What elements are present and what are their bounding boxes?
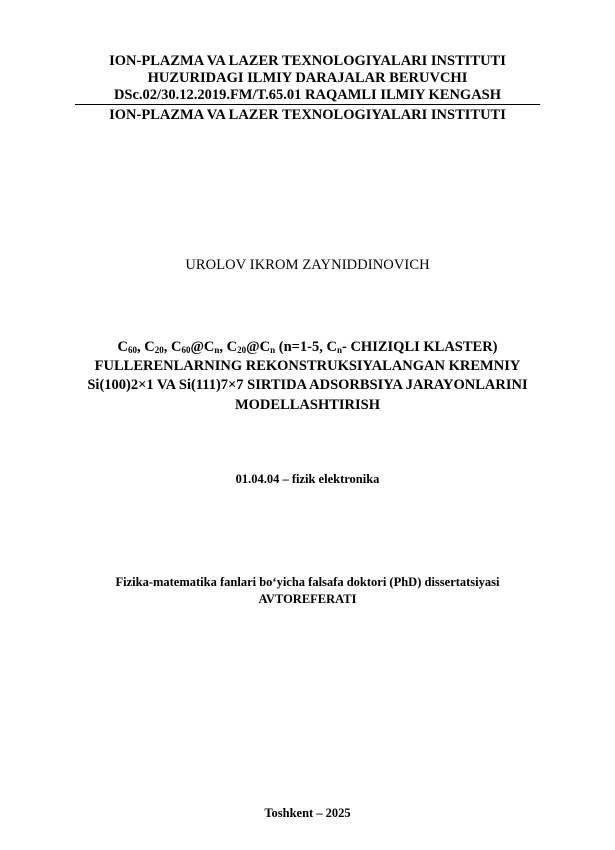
specialty-code: 01.04.04 – fizik elektronika	[235, 472, 380, 486]
degree-line: Fizika-matematika fanlari bo‘yicha falsafa doktori (PhD) dissertatsiyasi	[115, 575, 500, 589]
title-line-4: MODELLASHTIRISH	[234, 397, 381, 413]
abstract-label: AVTOREFERATI	[258, 592, 357, 606]
title-line-2: FULLERENLARNING REKONSTRUKSIYALANGAN KREMNIY	[94, 358, 521, 374]
title-line-3: Si(100)2×1 VA Si(111)7×7 SIRTIDA ADSORBSIYA JARAYONLARINI	[87, 377, 528, 393]
place-and-year: Toshkent – 2025	[264, 806, 351, 820]
header-divider	[75, 104, 540, 105]
title-line-1: $C_{60}$, $C_{20}$, $C_{60}@C_n$, $C_{20}@C_n$ (n=1-5, $C_n-$ CHIZIQLI KLASTER)	[117, 339, 498, 355]
institute-name-line: ION-PLAZMA VA LAZER TEXNOLOGIYALARI INSTITUTI	[109, 53, 506, 69]
council-line-1: HUZURIDAGI ILMIY DARAJALAR BERUVCHI	[147, 70, 468, 86]
council-line-2: DSc.02/30.12.2019.FM/T.65.01 RAQAMLI ILMIY KENGASH	[113, 87, 502, 103]
institute-name-line-2: ION-PLAZMA VA LAZER TEXNOLOGIYALARI INSTITUTI	[109, 107, 506, 123]
author-name: UROLOV IKROM ZAYNIDDINOVICH	[185, 257, 430, 273]
